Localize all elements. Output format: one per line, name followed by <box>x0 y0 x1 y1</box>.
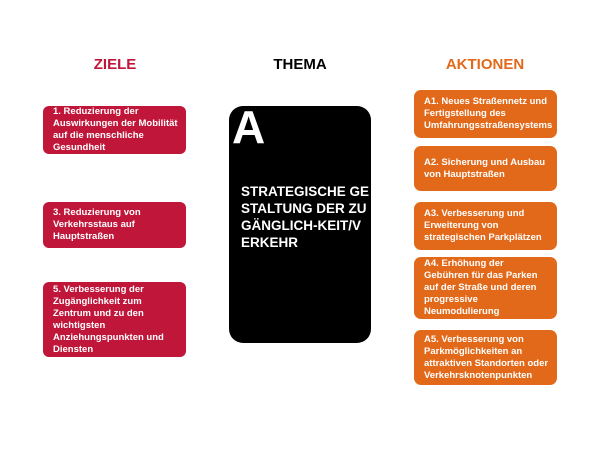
goal-box-5 <box>43 282 186 357</box>
action-box-a2 <box>414 146 557 191</box>
action-text: A1. Neues Straßennetz und Fertigstellung des Umfahrungsstraßensystems <box>424 96 553 131</box>
goal-text: 5. Verbesserung der Zugänglichkeit zum Zentrum und zu den wichtigsten Anziehungspunkten und Diensten <box>53 283 164 355</box>
theme-header: THEMA <box>273 56 327 73</box>
goal-text: 1. Reduzierung der Auswirkungen der Mobilität auf die menschliche Gesundheit <box>53 106 178 153</box>
action-box-a3 <box>414 202 557 250</box>
goals-header: ZIELE <box>93 56 137 73</box>
action-text: A3. Verbesserung und Erweiterung von strategischen Parkplätzen <box>424 208 542 243</box>
actions-header: AKTIONEN <box>445 56 525 73</box>
goal-text: 3. Reduzierung von Verkehrsstaus auf Hauptstraßen <box>53 207 141 242</box>
action-text: A4. Erhöhung der Gebühren für das Parken auf der Straße und deren progressive Neumodulierung <box>424 258 538 317</box>
action-box-a5 <box>414 330 557 385</box>
goal-box-3 <box>43 202 186 248</box>
goal-box-1 <box>43 106 186 154</box>
theme-letter: A <box>232 101 266 153</box>
action-box-a4 <box>414 257 557 319</box>
action-text: A2. Sicherung und Ausbau von Hauptstraßen <box>424 156 546 180</box>
action-text: A5. Verbesserung von Parkmöglichkeiten an attraktiven Standorten oder Verkehrsknotenpunkten <box>424 333 549 381</box>
theme-text: STRATEGISCHE GESTALTUNG DER ZUGÄNGLICH-KEIT/VERKEHR <box>241 184 370 250</box>
action-box-a1 <box>414 90 557 138</box>
